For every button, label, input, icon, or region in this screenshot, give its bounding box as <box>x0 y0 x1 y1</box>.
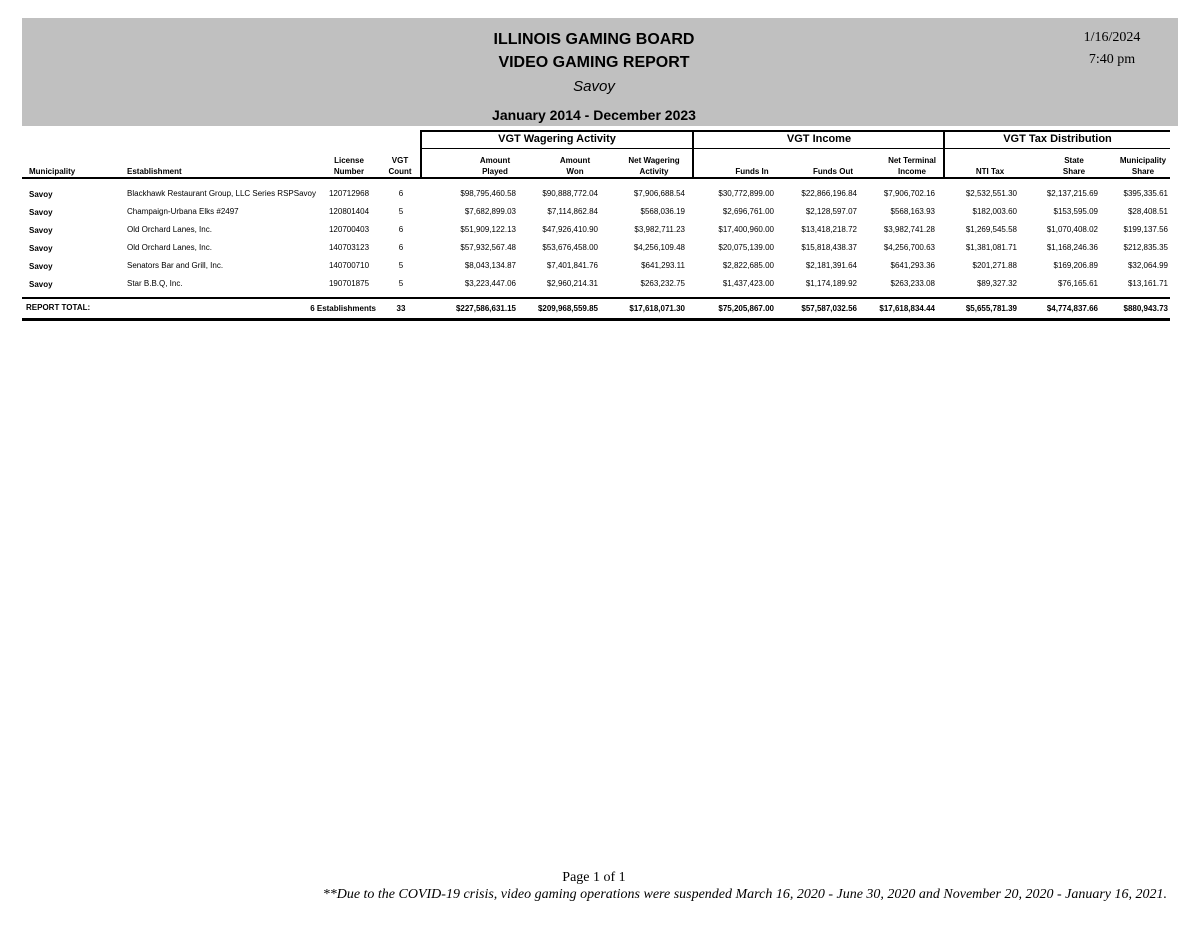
cell-municipality: Savoy <box>29 226 53 235</box>
col-played-line1: Amount <box>479 156 511 165</box>
cell-license: 140700710 <box>328 261 370 270</box>
cell-nti-tax: $182,003.60 <box>972 207 1017 216</box>
cell-state-share: $1,070,408.02 <box>1046 225 1098 234</box>
cell-funds-in: $20,075,139.00 <box>718 243 774 252</box>
cell-amount-won: $7,401,841.76 <box>546 261 598 270</box>
col-establishment: Establishment <box>127 167 182 176</box>
date-range: January 2014 - December 2023 <box>492 107 696 123</box>
total-top-rule <box>22 297 1170 299</box>
cell-state-share: $1,168,246.36 <box>1046 243 1098 252</box>
cell-nti-tax: $1,269,545.58 <box>965 225 1017 234</box>
col-license-line1: License <box>334 156 364 165</box>
col-won-line2: Won <box>566 167 584 176</box>
municipality-name: Savoy <box>573 78 615 95</box>
divider-left <box>420 130 422 178</box>
cell-amount-won: $2,960,214.31 <box>546 279 598 288</box>
cell-amount-won: $47,926,410.90 <box>542 225 598 234</box>
cell-net-terminal-income: $3,982,741.28 <box>883 225 935 234</box>
total-amount-played: $227,586,631.15 <box>455 304 516 313</box>
header-bottom-rule <box>22 177 1170 179</box>
cell-amount-played: $51,909,122.13 <box>460 225 516 234</box>
col-funds-in: Funds In <box>735 167 769 176</box>
cell-state-share: $2,137,215.69 <box>1046 189 1098 198</box>
group-income: VGT Income <box>786 133 852 145</box>
col-muni-line1: Municipality <box>1119 156 1167 165</box>
col-net-wagering <box>620 155 688 177</box>
total-state-share: $4,774,837.66 <box>1046 304 1098 313</box>
col-state-line1: State <box>1064 156 1084 165</box>
cell-amount-won: $90,888,772.04 <box>542 189 598 198</box>
total-label: REPORT TOTAL: <box>26 303 91 312</box>
total-establishments: 6 Establishments <box>310 304 376 313</box>
cell-net-terminal-income: $7,906,702.16 <box>883 189 935 198</box>
cell-municipality-share: $199,137.56 <box>1123 225 1168 234</box>
cell-vgt-count: 6 <box>398 189 404 198</box>
col-state-share <box>1044 155 1104 177</box>
cell-funds-out: $22,866,196.84 <box>801 189 857 198</box>
cell-funds-out: $2,181,391.64 <box>805 261 857 270</box>
col-funds-out: Funds Out <box>813 167 853 176</box>
cell-nti-tax: $2,532,551.30 <box>965 189 1017 198</box>
total-nti-tax: $5,655,781.39 <box>965 304 1017 313</box>
cell-license: 120801404 <box>328 207 370 216</box>
col-license-line2: Number <box>333 167 365 176</box>
col-vgt-line1: VGT <box>391 156 409 165</box>
total-net-wagering: $17,618,071.30 <box>629 304 685 313</box>
col-won-line1: Amount <box>559 156 591 165</box>
cell-state-share: $169,206.89 <box>1053 261 1098 270</box>
cell-funds-in: $2,822,685.00 <box>722 261 774 270</box>
cell-funds-out: $15,818,438.37 <box>801 243 857 252</box>
cell-funds-in: $17,400,960.00 <box>718 225 774 234</box>
col-municipality: Municipality <box>29 167 76 176</box>
col-net-terminal-income <box>878 155 946 177</box>
cell-state-share: $76,165.61 <box>1057 279 1098 288</box>
cell-establishment: Star B.B.Q, Inc. <box>127 279 183 288</box>
col-played-line2: Played <box>482 167 508 176</box>
cell-establishment: Champaign-Urbana Elks #2497 <box>127 207 239 216</box>
page-number: Page 1 of 1 <box>562 870 626 885</box>
cell-amount-won: $7,114,862.84 <box>547 207 598 216</box>
col-amount-won <box>545 155 605 177</box>
col-nti-tax: NTI Tax <box>975 167 1005 176</box>
cell-amount-played: $98,795,460.58 <box>460 189 516 198</box>
cell-municipality: Savoy <box>29 280 53 289</box>
cell-nti-tax: $201,271.88 <box>972 261 1017 270</box>
total-bottom-rule <box>22 318 1170 321</box>
cell-funds-out: $13,418,218.72 <box>801 225 857 234</box>
cell-net-terminal-income: $263,233.08 <box>890 279 935 288</box>
report-title-line1: ILLINOIS GAMING BOARD <box>493 31 695 48</box>
cell-establishment: Blackhawk Restaurant Group, LLC Series RSPSavoy <box>127 189 316 198</box>
cell-amount-won: $53,676,458.00 <box>542 243 598 252</box>
cell-municipality: Savoy <box>29 190 53 199</box>
group-top-rule <box>421 130 1170 132</box>
cell-amount-played: $57,932,567.48 <box>460 243 516 252</box>
col-nti-line1: Net Terminal <box>888 156 936 165</box>
group-wagering: VGT Wagering Activity <box>498 133 616 145</box>
cell-funds-in: $1,437,423.00 <box>722 279 774 288</box>
group-tax: VGT Tax Distribution <box>1003 133 1112 145</box>
total-municipality-share: $880,943.73 <box>1123 304 1168 313</box>
cell-funds-out: $1,174,189.92 <box>805 279 857 288</box>
cell-funds-in: $30,772,899.00 <box>718 189 774 198</box>
col-netwager-line1: Net Wagering <box>628 156 680 165</box>
col-amount-played <box>465 155 525 177</box>
cell-net-wagering: $568,036.19 <box>640 207 685 216</box>
col-state-line2: Share <box>1062 167 1086 176</box>
col-netwager-line2: Activity <box>639 167 669 176</box>
report-time: 7:40 pm <box>1088 52 1136 67</box>
col-vgt-line2: Count <box>388 167 412 176</box>
cell-net-terminal-income: $641,293.36 <box>890 261 935 270</box>
cell-amount-played: $3,223,447.06 <box>464 279 516 288</box>
cell-amount-played: $8,043,134.87 <box>464 261 516 270</box>
total-vgt-count: 33 <box>396 304 406 313</box>
cell-state-share: $153,595.09 <box>1053 207 1098 216</box>
cell-nti-tax: $1,381,081.71 <box>965 243 1017 252</box>
total-net-terminal-income: $17,618,834.44 <box>879 304 935 313</box>
cell-municipality-share: $28,408.51 <box>1127 207 1168 216</box>
col-license <box>326 155 372 177</box>
report-date: 1/16/2024 <box>1083 30 1141 45</box>
cell-municipality-share: $32,064.99 <box>1127 261 1168 270</box>
cell-vgt-count: 6 <box>398 243 404 252</box>
cell-amount-played: $7,682,899.03 <box>464 207 516 216</box>
col-municipality-share <box>1112 155 1174 177</box>
total-funds-in: $75,205,867.00 <box>718 304 774 313</box>
cell-municipality-share: $13,161.71 <box>1127 279 1168 288</box>
cell-municipality: Savoy <box>29 244 53 253</box>
col-nti-line2: Income <box>897 167 926 176</box>
cell-vgt-count: 5 <box>398 261 404 270</box>
cell-net-wagering: $3,982,711.23 <box>634 225 685 234</box>
cell-license: 140703123 <box>328 243 370 252</box>
cell-municipality: Savoy <box>29 208 53 217</box>
cell-nti-tax: $89,327.32 <box>976 279 1017 288</box>
divider-wager-income <box>692 130 694 178</box>
cell-license: 120712968 <box>328 189 370 198</box>
cell-license: 190701875 <box>328 279 370 288</box>
report-title-line2: VIDEO GAMING REPORT <box>498 54 690 71</box>
cell-establishment: Senators Bar and Grill, Inc. <box>127 261 224 270</box>
cell-license: 120700403 <box>328 225 370 234</box>
col-vgt-count <box>384 155 416 177</box>
col-muni-line2: Share <box>1131 167 1155 176</box>
cell-establishment: Old Orchard Lanes, Inc. <box>127 225 212 234</box>
cell-net-wagering: $7,906,688.54 <box>633 189 685 198</box>
cell-vgt-count: 5 <box>398 279 404 288</box>
cell-municipality: Savoy <box>29 262 53 271</box>
cell-net-wagering: $4,256,109.48 <box>633 243 685 252</box>
cell-funds-in: $2,696,761.00 <box>722 207 774 216</box>
cell-funds-out: $2,128,597.07 <box>805 207 857 216</box>
total-amount-won: $209,968,559.85 <box>537 304 598 313</box>
cell-vgt-count: 5 <box>398 207 404 216</box>
cell-net-terminal-income: $4,256,700.63 <box>883 243 935 252</box>
group-bottom-rule <box>421 148 1170 149</box>
cell-net-wagering: $641,293.11 <box>641 261 685 270</box>
cell-vgt-count: 6 <box>398 225 404 234</box>
covid-footnote: **Due to the COVID-19 crisis, video gaming operations were suspended March 16, 2020 - June 30, 2020 and November 20, 2020 - January 16, 2021. <box>322 887 1167 902</box>
cell-municipality-share: $212,835.35 <box>1123 243 1168 252</box>
total-funds-out: $57,587,032.56 <box>801 304 857 313</box>
cell-municipality-share: $395,335.61 <box>1123 189 1168 198</box>
cell-net-terminal-income: $568,163.93 <box>890 207 935 216</box>
cell-net-wagering: $263,232.75 <box>640 279 685 288</box>
cell-establishment: Old Orchard Lanes, Inc. <box>127 243 212 252</box>
